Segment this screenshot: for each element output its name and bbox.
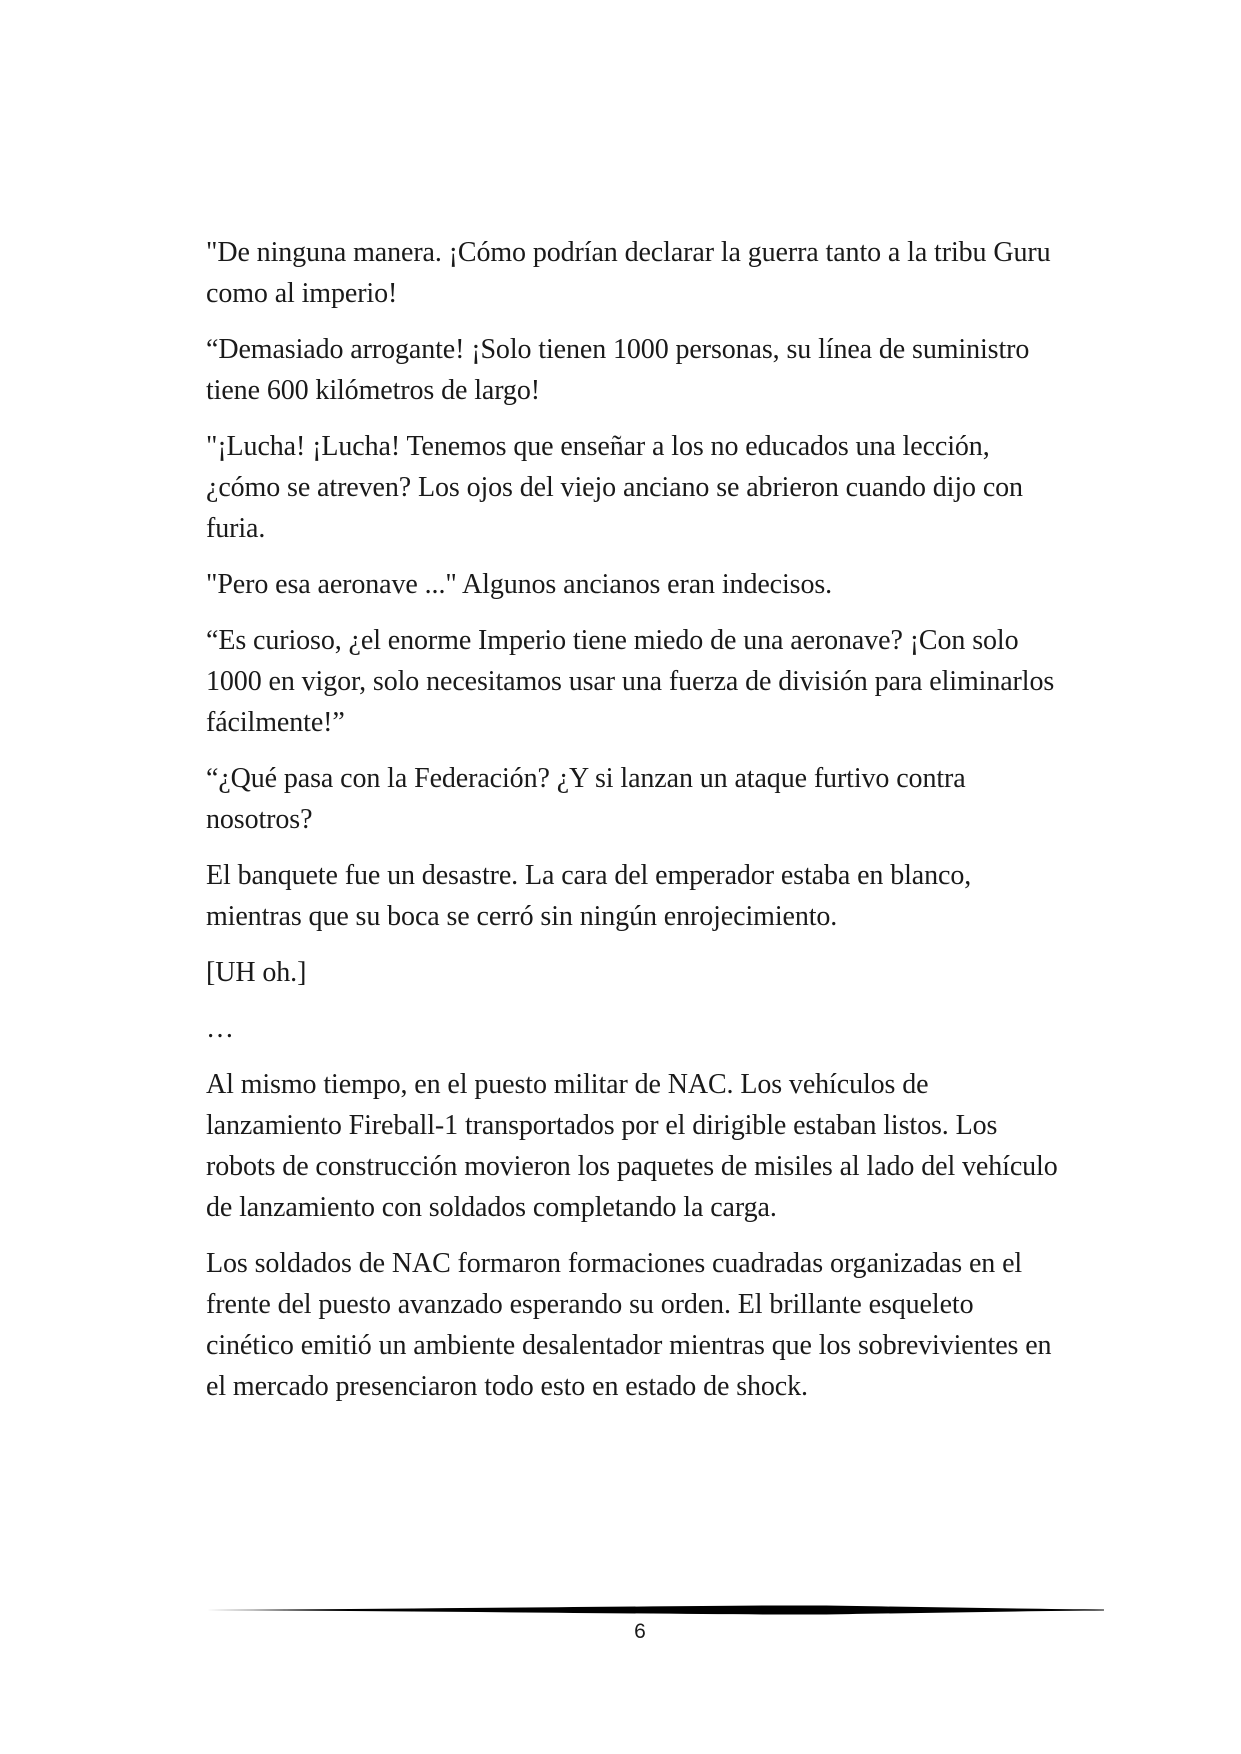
- paragraph: "¡Lucha! ¡Lucha! Tenemos que enseñar a los no educados una lección, ¿cómo se atreven? Los ojos del viejo anciano se abrieron cuando dijo con furia.: [206, 431, 1023, 544]
- paragraph: “¿Qué pasa con la Federación? ¿Y si lanzan un ataque furtivo contra nosotros?: [206, 763, 966, 835]
- page-number: 6: [634, 1620, 646, 1643]
- document-body: [206, 232, 1066, 1422]
- paragraph: Al mismo tiempo, en el puesto militar de NAC. Los vehículos de lanzamiento Fireball-1 transportados por el dirigible estaban listos. Los robots de construcción movieron los paquetes de misiles al lado del vehículo de lanzamiento con soldados completando la carga.: [206, 1069, 1058, 1223]
- paragraph: “Demasiado arrogante! ¡Solo tienen 1000 personas, su línea de suministro tiene 600 kilómetros de largo!: [206, 334, 1030, 406]
- paragraph: "Pero esa aeronave ..." Algunos ancianos eran indecisos.: [206, 569, 833, 600]
- paragraph: [UH oh.]: [206, 957, 307, 988]
- paragraph: "De ninguna manera. ¡Cómo podrían declarar la guerra tanto a la tribu Guru como al imperio!: [206, 237, 1051, 309]
- footer-divider: [206, 1604, 1104, 1616]
- paragraph: El banquete fue un desastre. La cara del emperador estaba en blanco, mientras que su boca se cerró sin ningún enrojecimiento.: [206, 860, 972, 932]
- paragraph: …: [206, 1013, 234, 1044]
- paragraph: Los soldados de NAC formaron formaciones cuadradas organizadas en el frente del puesto avanzado esperando su orden. El brillante esqueleto cinético emitió un ambiente desalentador mientras que los sobrevivientes en el mercado presenciaron todo esto en estado de shock.: [206, 1248, 1052, 1402]
- paragraph: “Es curioso, ¿el enorme Imperio tiene miedo de una aeronave? ¡Con solo 1000 en vigor, solo necesitamos usar una fuerza de división para eliminarlos fácilmente!”: [206, 625, 1055, 738]
